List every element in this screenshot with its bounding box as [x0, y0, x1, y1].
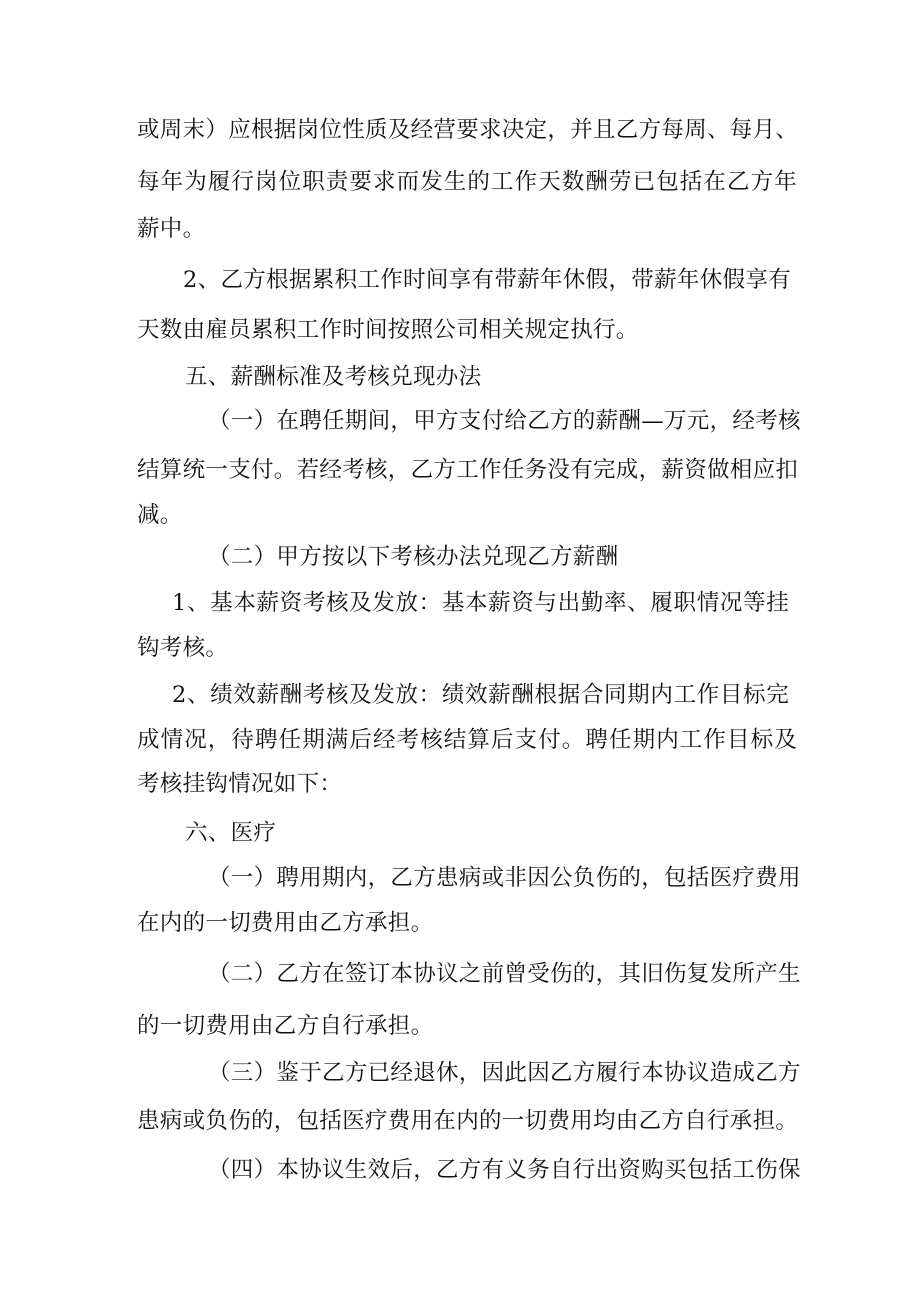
text-line-11: 1、基本薪资考核及发放：基本薪资与出勤率、履职情况等挂	[172, 590, 789, 616]
text-line-3: 薪中。	[137, 216, 206, 242]
text-line-8: 结算统一支付。若经考核，乙方工作任务没有完成，薪资做相应扣	[137, 457, 799, 483]
text-line-12: 钩考核。	[137, 635, 229, 661]
section-heading-5: 五、薪酬标准及考核兑现办法	[185, 364, 482, 390]
text-line-23: （四）本协议生效后，乙方有义务自行出资购买包括工伤保	[208, 1157, 801, 1183]
text-line-18: 在内的一切费用由乙方承担。	[137, 910, 434, 936]
text-line-13: 2、绩效薪酬考核及发放：绩效薪酬根据合同期内工作目标完	[172, 682, 789, 708]
text-line-22: 患病或负伤的，包括医疗费用在内的一切费用均由乙方自行承担。	[137, 1108, 799, 1134]
text-line-4: 2、乙方根据累积工作时间享有带薪年休假，带薪年休假享有	[183, 267, 791, 293]
text-line-21: （三）鉴于乙方已经退休，因此因乙方履行本协议造成乙方	[208, 1060, 801, 1086]
text-line-20: 的一切费用由乙方自行承担。	[137, 1013, 434, 1039]
text-line-7: （一）在聘任期间，甲方支付给乙方的薪酬—万元，经考核	[208, 408, 801, 434]
text-line-5: 天数由雇员累积工作时间按照公司相关规定执行。	[137, 317, 639, 343]
text-line-15: 考核挂钩情况如下：	[137, 771, 343, 797]
text-line-9: 减。	[137, 502, 183, 528]
text-line-10: （二）甲方按以下考核办法兑现乙方薪酬	[208, 544, 619, 570]
text-line-14: 成情况，待聘任期满后经考核结算后支付。聘任期内工作目标及	[137, 727, 797, 753]
text-line-19: （二）乙方在签订本协议之前曾受伤的，其旧伤复发所产生	[208, 961, 801, 987]
section-heading-6: 六、医疗	[185, 820, 277, 846]
text-line-17: （一）聘用期内，乙方患病或非因公负伤的，包括医疗费用	[208, 865, 801, 891]
text-line-2: 每年为履行岗位职责要求而发生的工作天数酬劳已包括在乙方年	[137, 169, 797, 195]
text-line-1: 或周末）应根据岗位性质及经营要求决定，并且乙方每周、每月、	[137, 117, 799, 143]
